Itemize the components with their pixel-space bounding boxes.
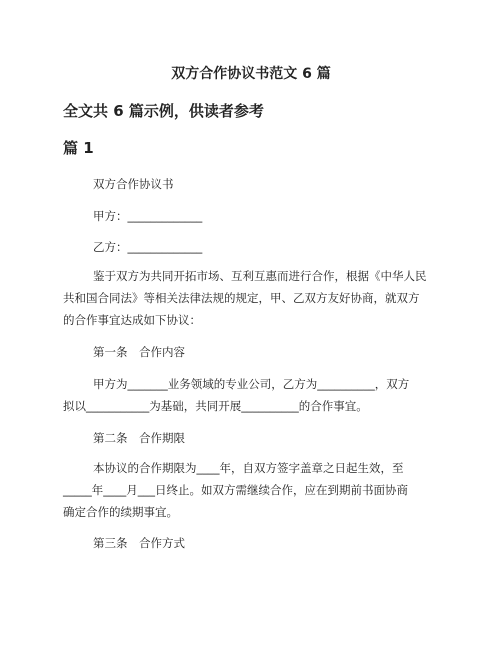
document-title: 双方合作协议书范文 6 篇 (171, 66, 331, 82)
article-2-heading (63, 427, 443, 449)
paragraph-article-2 (63, 457, 443, 523)
section-heading: 篇 1 (63, 139, 94, 157)
paragraph-line: 的合作事宜达成如下协议： (63, 313, 201, 327)
paragraph-article-1 (63, 373, 443, 417)
paragraph-line: 乙方：_____________ (93, 240, 203, 254)
paragraph-party-b (63, 236, 443, 258)
paragraph-line: 第二条 合作期限 (93, 431, 185, 445)
paragraph-line: 拟以___________为基础，共同开展__________的合作事宜。 (63, 399, 368, 413)
document-subtitle: 全文共 6 篇示例，供读者参考 (63, 102, 264, 120)
paragraph-line: 本协议的合作期限为____年，自双方签字盖章之日起生效，至 (93, 461, 404, 475)
paragraph-agreement-title (63, 173, 443, 195)
article-1-heading (63, 341, 443, 363)
paragraph-line: 第一条 合作内容 (93, 345, 185, 359)
paragraph-line: 第三条 合作方式 (93, 536, 185, 550)
paragraph-line: 甲方为_______业务领域的专业公司，乙方为__________，双方 (93, 377, 410, 391)
paragraph-line: 共和国合同法》等相关法律法规的规定，甲、乙双方友好协商，就双方 (63, 291, 420, 305)
article-3-heading (63, 532, 443, 554)
paragraph-line: 双方合作协议书 (93, 177, 174, 191)
paragraph-line: 确定合作的续期事宜。 (63, 505, 178, 519)
paragraph-party-a (63, 205, 443, 227)
paragraph-line: 甲方：_____________ (93, 209, 203, 223)
paragraph-line: _____年____月___日终止。如双方需继续合作，应在到期前书面协商 (63, 483, 408, 497)
paragraph-line: 鉴于双方为共同开拓市场、互利互惠而进行合作，根据《中华人民 (93, 269, 427, 283)
paragraph-preamble (63, 265, 443, 331)
